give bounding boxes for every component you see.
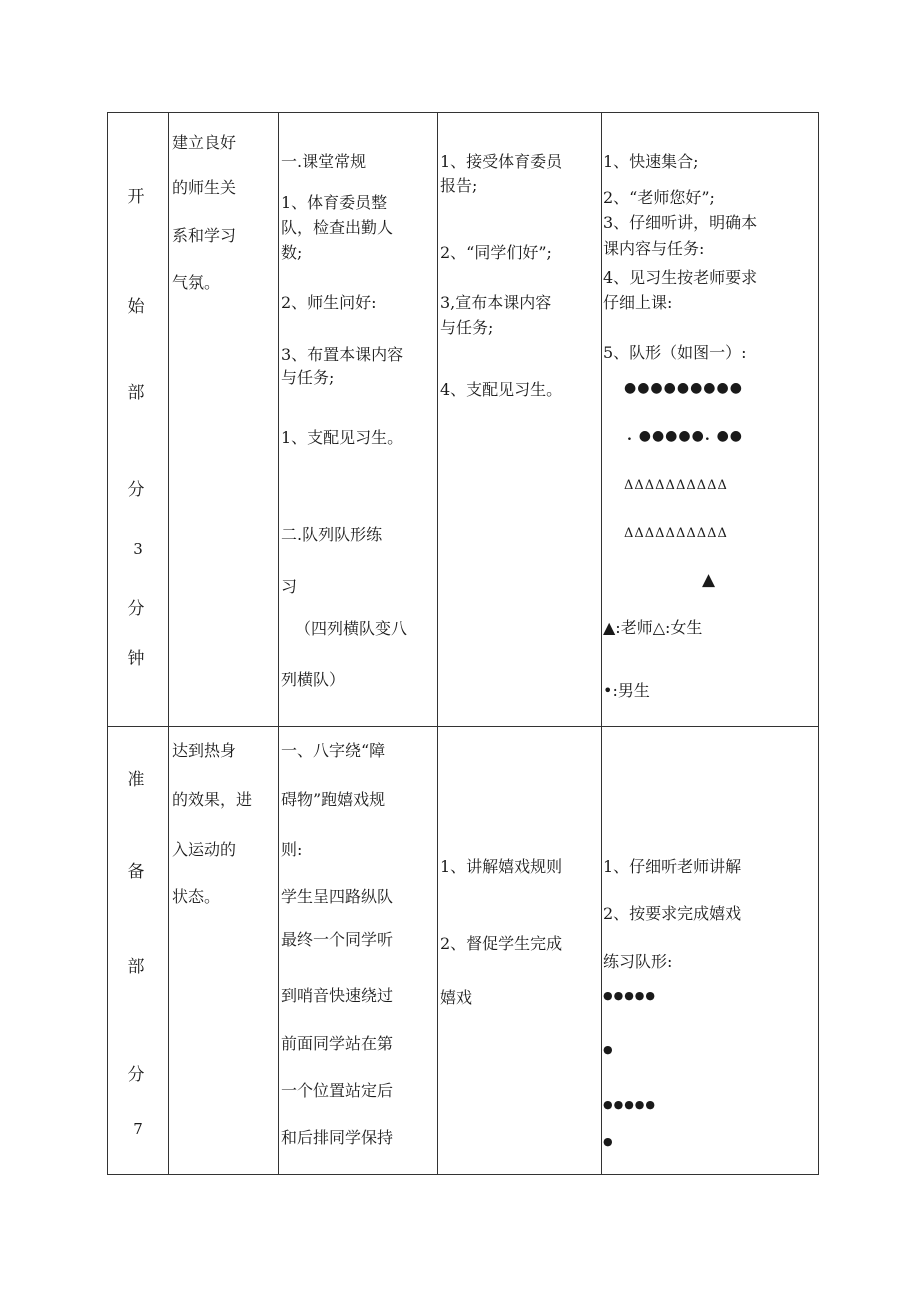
content-line: （四列横队变八 — [295, 619, 408, 638]
teacher-line: 2、督促学生完成 — [440, 934, 563, 953]
content-line: 1、体育委员整 — [281, 193, 388, 212]
section-char: 部 — [127, 957, 145, 977]
section-char: 备 — [127, 862, 145, 882]
content-line: 一个位置站定后 — [281, 1081, 394, 1100]
teacher-line: 4、支配见习生。 — [440, 380, 563, 399]
teacher-marker-icon: ▲ — [702, 570, 716, 590]
col-divider — [278, 113, 279, 1174]
content-line: 最终一个同学听 — [281, 930, 394, 949]
content-line: 习 — [281, 577, 298, 596]
boys-row: ●●●●●●●●● — [624, 380, 743, 396]
goal-line: 气氛。 — [172, 273, 221, 292]
legend-line: ▲:老师△:女生 — [603, 618, 703, 637]
student-line: 1、快速集合; — [603, 152, 699, 171]
section-char: 钟 — [127, 649, 145, 669]
boys-row: ● — [603, 1135, 614, 1148]
student-line: 5、队形（如图一）: — [603, 343, 747, 362]
content-line: 则: — [281, 840, 303, 859]
content-line: 和后排同学保持 — [281, 1128, 394, 1147]
content-line: 2、师生问好: — [281, 293, 377, 312]
content-line: 二.队列队形练 — [281, 525, 383, 544]
student-line: 仔细上课: — [603, 293, 673, 312]
teacher-line: 2、“同学们好”; — [440, 243, 552, 262]
goal-line: 状态。 — [172, 887, 221, 906]
teacher-line: 嬉戏 — [440, 988, 473, 1007]
goal-line: 系和学习 — [172, 226, 237, 245]
girls-row: ΔΔΔΔΔΔΔΔΔΔ — [624, 478, 728, 493]
content-line: 学生呈四路纵队 — [281, 887, 394, 906]
content-line: 数; — [281, 243, 303, 262]
student-line: 2、按要求完成嬉戏 — [603, 904, 742, 923]
content-line: 一.课堂常规 — [281, 152, 367, 171]
girls-row: ΔΔΔΔΔΔΔΔΔΔ — [624, 526, 728, 541]
row-divider — [108, 726, 818, 727]
student-line: 课内容与任务: — [603, 239, 705, 258]
legend-line: •:男生 — [603, 681, 650, 700]
content-line: 3、布置本课内容 — [281, 345, 404, 364]
section-char: 3 — [133, 540, 143, 558]
teacher-line: 与任务; — [440, 318, 494, 337]
boys-row: . ●●●●●. ●● — [627, 428, 744, 444]
content-line: 列横队） — [281, 670, 346, 689]
student-line: 4、见习生按老师要求 — [603, 268, 758, 287]
section-char: 始 — [127, 297, 145, 317]
section-char: 准 — [127, 770, 145, 790]
content-line: 一、八字绕“障 — [281, 741, 386, 760]
goal-line: 达到热身 — [172, 741, 237, 760]
student-line: 2、“老师您好”; — [603, 188, 715, 207]
content-line: 碍物”跑嬉戏规 — [281, 790, 386, 809]
goal-line: 入运动的 — [172, 840, 237, 859]
section-char: 分 — [127, 599, 145, 619]
content-line: 前面同学站在第 — [281, 1034, 394, 1053]
student-line: 3、仔细听讲，明确本 — [603, 213, 758, 232]
teacher-line: 1、接受体育委员 — [440, 152, 563, 171]
section-char: 分 — [127, 480, 145, 500]
section-char: 7 — [133, 1120, 143, 1138]
boys-row: ●●●●● — [603, 989, 656, 1002]
goal-line: 的师生关 — [172, 178, 237, 197]
content-line: 队，检查出勤人 — [281, 218, 394, 237]
teacher-line: 3,宣布本课内容 — [440, 293, 552, 312]
col-divider — [437, 113, 438, 1174]
teacher-line: 1、讲解嬉戏规则 — [440, 857, 563, 876]
section-char: 分 — [127, 1065, 145, 1085]
teacher-line: 报告; — [440, 176, 478, 195]
student-line: 练习队形: — [603, 952, 673, 971]
content-line: 1、支配见习生。 — [281, 428, 404, 447]
boys-row: ●●●●● — [603, 1098, 656, 1111]
boys-row: ● — [603, 1043, 614, 1056]
content-line: 与任务; — [281, 368, 335, 387]
student-line: 1、仔细听老师讲解 — [603, 857, 742, 876]
goal-line: 建立良好 — [172, 133, 237, 152]
content-line: 到哨音快速绕过 — [281, 986, 394, 1005]
goal-line: 的效果，进 — [172, 790, 253, 809]
section-char: 部 — [127, 383, 145, 403]
col-divider — [601, 113, 602, 1174]
section-char: 开 — [127, 187, 145, 207]
col-divider — [168, 113, 169, 1174]
